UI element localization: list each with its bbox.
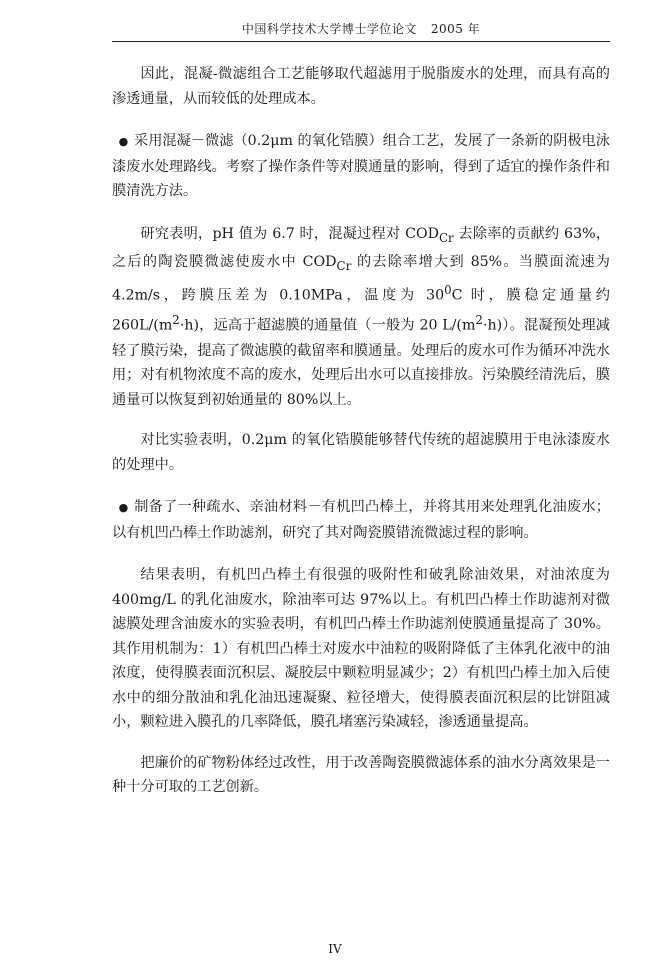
- p3-text-f: ·h)）。混凝预处理减轻了膜污染，提高了微滤膜的截留率和膜通量。处理后的废水可作为循环冲洗水用；对有机物浓度不高的废水，处理后出水可以直接排放。污染膜经清洗后，膜通量可以恢复到初始通量的 80%以上。: [112, 318, 610, 408]
- bullet-icon: ●: [118, 501, 129, 515]
- p3-text-c: 的去除率增大到 85%。当膜面流速为 4.2m/s，跨膜压差为 0.10MPa，温度为 30: [112, 253, 610, 304]
- paragraph-4: 对比实验表明，0.2μm 的氧化锆膜能够替代传统的超滤膜用于电泳漆废水的处理中。: [112, 432, 610, 473]
- bullet-paragraph-2: [112, 495, 610, 545]
- p3-text-d: C 时，膜稳定通量约 260L/(m: [112, 287, 610, 335]
- thesis-year: 2005 年: [430, 22, 481, 36]
- p3-sub-cr-1: Cr: [438, 230, 454, 245]
- bullet-text-2: 制备了一种疏水、亲油材料－有机凹凸棒土，并将其用来处理乳化油废水；以有机凹凸棒土作助滤剂，研究了其对陶瓷膜错流微滤过程的影响。: [112, 499, 610, 541]
- p3-sup-deg: 0: [444, 283, 452, 298]
- paragraph-3: [112, 222, 610, 413]
- p3-text-b: 去除率的贡献约 63%，之后的陶瓷膜微滤使废水中 COD: [112, 225, 611, 270]
- p3-text-a: 研究表明，pH 值为 6.7 时，混凝过程对 COD: [140, 225, 439, 242]
- p3-sup-2b: 2: [475, 313, 483, 328]
- p3-sup-2a: 2: [172, 313, 180, 328]
- paragraph-7: 把廉价的矿物粉体经过改性，用于改善陶瓷膜微滤体系的油水分离效果是一种十分可取的工艺创新。: [112, 754, 610, 796]
- bullet-paragraph-1: [112, 129, 610, 204]
- running-header: [112, 20, 610, 42]
- bullet-text-1: 采用混凝－微滤（0.2μm 的氧化锆膜）组合工艺，发展了一条新的阴极电泳漆废水处理路线。考察了操作条件等对膜通量的影响，得到了适宜的操作条件和膜清洗方法。: [112, 133, 610, 199]
- body-text: [112, 62, 610, 800]
- p3-text-e: ·h)，远高于超滤膜的通量值（一般为 20 L/(m: [179, 318, 476, 335]
- paragraph-1: 因此，混凝-微滤组合工艺能够取代超滤用于脱脂废水的处理，而具有高的渗透通量，从而较低的处理成本。: [112, 66, 610, 107]
- bullet-icon: ●: [118, 135, 129, 148]
- p3-sub-cr-2: Cr: [336, 258, 352, 273]
- thesis-title: 中国科学技术大学博士学位论文: [241, 22, 417, 36]
- paragraph-6: 结果表明，有机凹凸棒土有很强的吸附性和破乳除油效果，对油浓度为 400mg/L 的乳化油废水，除油率可达 97%以上。有机凹凸棒土作助滤剂对微滤膜处理含油废水的实验表明，有机凹凸棒土作助滤剂使膜通量提高了 30%。其作用机制为：1）有机凹凸棒土对废水中油粒的吸附降低了主体乳化液中的油浓度，使得膜表面沉积层、凝胶层中颗粒明显减少；2）有机凹凸棒土加入后使水中的细分散油和乳化油迅速凝聚、粒径增大，使得膜表面沉积层的比饼阻减小，颗粒进入膜孔的几率降低，膜孔堵塞污染减轻，渗透通量提高。: [112, 567, 610, 731]
- page-number: IV: [328, 942, 342, 956]
